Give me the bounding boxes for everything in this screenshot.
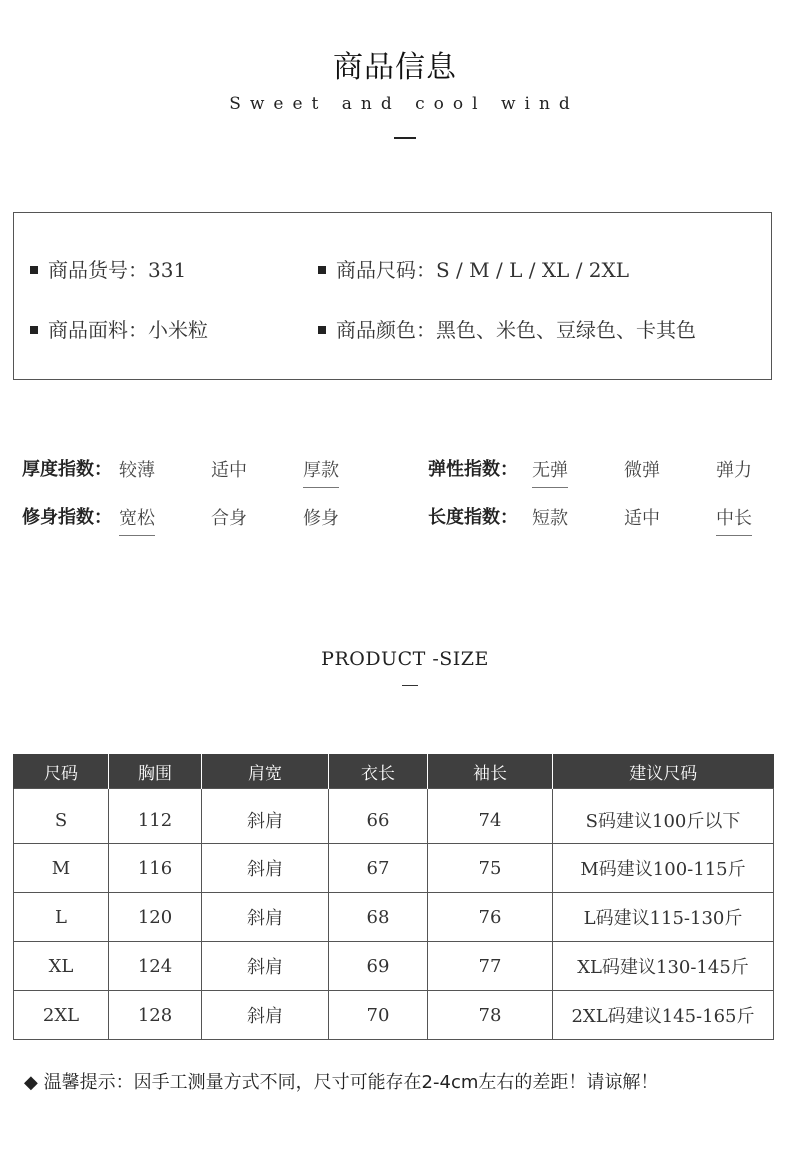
length-option-mid-long: 中长 — [716, 504, 752, 536]
cell-chest: 128 — [109, 991, 202, 1040]
info-item-fabric — [30, 314, 208, 343]
info-item-number-text: 商品货号：331 — [48, 258, 187, 282]
elasticity-option-stretch: 弹力 — [716, 460, 752, 481]
info-item-colors — [318, 314, 696, 343]
cell-length: 68 — [329, 893, 428, 942]
info-item-colors-text: 商品颜色：黑色、米色、豆绿色、卡其色 — [336, 318, 696, 342]
cell-size: M — [14, 844, 109, 893]
cell-recommend: XL码建议130-145斤 — [553, 942, 774, 991]
header-recommend: 建议尺码 — [553, 754, 774, 789]
header-sleeve: 袖长 — [428, 754, 553, 789]
cell-recommend: S码建议100斤以下 — [553, 789, 774, 844]
thickness-option-thin: 较薄 — [119, 460, 155, 481]
page-title: 商品信息 — [333, 50, 457, 85]
cell-sleeve: 75 — [428, 844, 553, 893]
header-shoulder: 肩宽 — [202, 754, 329, 789]
cell-recommend: L码建议115-130斤 — [553, 893, 774, 942]
cell-shoulder: 斜肩 — [202, 991, 329, 1040]
info-item-number — [30, 254, 186, 283]
cell-size: S — [14, 789, 109, 844]
table-row — [14, 893, 774, 942]
header-chest: 胸围 — [109, 754, 202, 789]
bullet-square-icon — [318, 266, 326, 274]
cell-shoulder: 斜肩 — [202, 844, 329, 893]
bullet-square-icon — [30, 266, 38, 274]
fit-option-slim: 修身 — [303, 508, 339, 529]
cell-shoulder: 斜肩 — [202, 942, 329, 991]
cell-length: 66 — [329, 789, 428, 844]
cell-recommend: 2XL码建议145-165斤 — [553, 991, 774, 1040]
cell-sleeve: 76 — [428, 893, 553, 942]
thickness-option-thick: 厚款 — [303, 456, 339, 488]
cell-shoulder: 斜肩 — [202, 789, 329, 844]
cell-chest: 120 — [109, 893, 202, 942]
elasticity-label: 弹性指数： — [428, 459, 518, 480]
size-section-title: PRODUCT -SIZE — [321, 648, 489, 670]
size-section-divider — [402, 685, 418, 686]
info-item-sizes-text: 商品尺码：S / M / L / XL / 2XL — [336, 258, 630, 282]
cell-length: 67 — [329, 844, 428, 893]
thickness-label: 厚度指数： — [22, 459, 112, 480]
cell-chest: 116 — [109, 844, 202, 893]
product-info-box — [13, 212, 772, 380]
fit-label: 修身指数： — [22, 507, 112, 528]
fit-option-loose: 宽松 — [119, 504, 155, 536]
measurement-note: ◆ 温馨提示：因手工测量方式不同，尺寸可能存在2-4cm左右的差距！请谅解！ — [24, 1072, 659, 1093]
title-divider — [394, 137, 416, 139]
length-option-short: 短款 — [532, 508, 568, 529]
cell-length: 69 — [329, 942, 428, 991]
table-row — [14, 942, 774, 991]
cell-sleeve: 78 — [428, 991, 553, 1040]
cell-chest: 112 — [109, 789, 202, 844]
cell-recommend: M码建议100-115斤 — [553, 844, 774, 893]
elasticity-option-slight: 微弹 — [624, 460, 660, 481]
page-subtitle: Sweet and cool wind — [229, 94, 579, 114]
header-length: 衣长 — [329, 754, 428, 789]
cell-sleeve: 77 — [428, 942, 553, 991]
table-row — [14, 844, 774, 893]
fit-option-regular: 合身 — [211, 508, 247, 529]
header-size: 尺码 — [14, 754, 109, 789]
info-item-sizes — [318, 254, 629, 283]
thickness-option-medium: 适中 — [211, 460, 247, 481]
length-option-medium: 适中 — [624, 508, 660, 529]
length-label: 长度指数： — [428, 507, 518, 528]
cell-chest: 124 — [109, 942, 202, 991]
cell-sleeve: 74 — [428, 789, 553, 844]
table-row — [14, 991, 774, 1040]
bullet-square-icon — [30, 326, 38, 334]
size-table — [13, 754, 774, 1040]
cell-size: L — [14, 893, 109, 942]
table-row — [14, 789, 774, 844]
info-item-fabric-text: 商品面料：小米粒 — [48, 318, 208, 342]
elasticity-option-none: 无弹 — [532, 456, 568, 488]
cell-shoulder: 斜肩 — [202, 893, 329, 942]
bullet-square-icon — [318, 326, 326, 334]
cell-size: 2XL — [14, 991, 109, 1040]
cell-length: 70 — [329, 991, 428, 1040]
cell-size: XL — [14, 942, 109, 991]
size-table-header-row — [14, 754, 774, 789]
